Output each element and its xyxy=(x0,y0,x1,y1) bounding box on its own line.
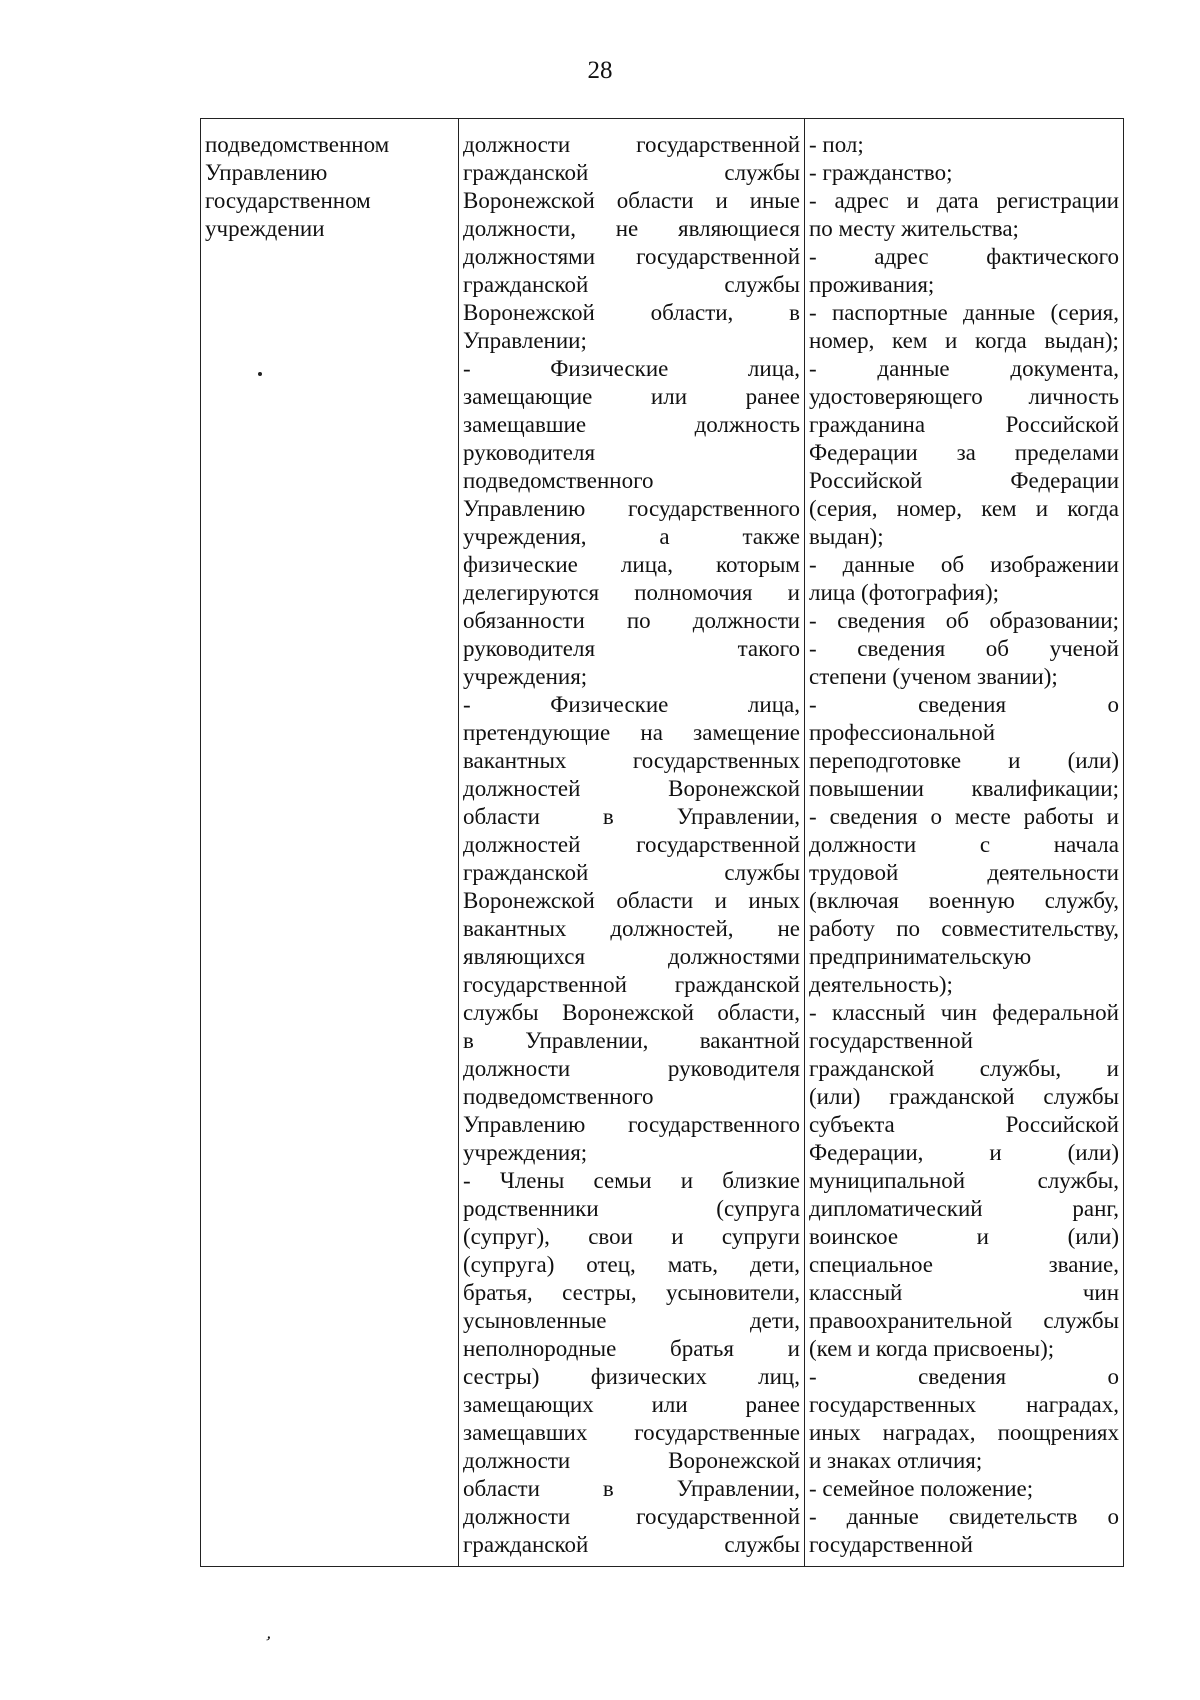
text-line: претендующие на замещение xyxy=(463,720,800,745)
text-line: Воронежской области и иные xyxy=(463,188,800,213)
cell-text-col1 xyxy=(201,131,458,243)
text-line: степени (ученом звании); xyxy=(809,664,1058,689)
text-line: (серия, номер, кем и когда xyxy=(809,496,1119,521)
text-line: братья, сестры, усыновители, xyxy=(463,1280,800,1305)
text-line: гражданина Российской xyxy=(809,412,1119,437)
text-line: - гражданство; xyxy=(809,160,953,185)
text-line: должности с начала xyxy=(809,832,1119,857)
text-line: замещающих или ранее xyxy=(463,1392,800,1417)
text-line: Управлению государственного xyxy=(463,1112,800,1137)
text-line: трудовой деятельности xyxy=(809,860,1119,885)
text-line: области в Управлении, xyxy=(463,1476,800,1501)
text-line: (или) гражданской службы xyxy=(809,1084,1119,1109)
text-line: муниципальной службы, xyxy=(809,1168,1119,1193)
text-line: государственном xyxy=(205,188,371,213)
text-line: гражданской службы xyxy=(463,160,800,185)
text-line: - Физические лица, xyxy=(463,692,800,717)
text-line: замещающие или ранее xyxy=(463,384,800,409)
table-cell-col2 xyxy=(459,119,805,1567)
text-line: должностей Воронежской xyxy=(463,776,800,801)
text-line: государственной гражданской xyxy=(463,972,800,997)
text-line: переподготовке и (или) xyxy=(809,748,1119,773)
text-line: вакантных должностей, не xyxy=(463,916,800,941)
text-line: должности государственной xyxy=(463,1504,800,1529)
text-line: усыновленные дети, xyxy=(463,1308,800,1333)
text-line: руководителя такого xyxy=(463,636,800,661)
text-line: Управлению государственного xyxy=(463,496,800,521)
text-line: специальное звание, xyxy=(809,1252,1119,1277)
page-number: 28 xyxy=(587,57,613,84)
text-line: классный чин xyxy=(809,1280,1119,1305)
table-row xyxy=(201,119,1124,1567)
text-line: - данные об изображении xyxy=(809,552,1119,577)
text-line: учреждения; xyxy=(463,664,588,689)
text-line: - адрес фактического xyxy=(809,244,1119,269)
cell-text-col3 xyxy=(805,131,1123,1559)
text-line: замещавшие должность xyxy=(463,412,800,437)
text-line: учреждения, а также xyxy=(463,524,800,549)
text-line: подведомственном xyxy=(205,132,390,157)
text-line: - Физические лица, xyxy=(463,356,800,381)
text-line: номер, кем и когда выдан); xyxy=(809,328,1119,353)
stray-pen-mark: ʼ xyxy=(260,1631,274,1653)
text-line: государственной xyxy=(809,1028,973,1053)
text-line: подведомственного xyxy=(463,468,654,493)
text-line: (супруг), свои и супруги xyxy=(463,1224,800,1249)
text-line: - данные свидетельств о xyxy=(809,1504,1119,1529)
text-line: иных наградах, поощрениях xyxy=(809,1420,1119,1445)
text-line: лица (фотография); xyxy=(809,580,1000,605)
text-line: - данные документа, xyxy=(809,356,1119,381)
text-line: - адрес и дата регистрации xyxy=(809,188,1119,213)
table-cell-col3 xyxy=(805,119,1124,1567)
text-line: физические лица, которым xyxy=(463,552,800,577)
text-line: должности руководителя xyxy=(463,1056,800,1081)
text-line: государственной xyxy=(809,1532,973,1557)
text-line: повышении квалификации; xyxy=(809,776,1119,801)
text-line: - паспортные данные (серия, xyxy=(809,300,1119,325)
text-line: (включая военную службу, xyxy=(809,888,1119,913)
text-line: вакантных государственных xyxy=(463,748,800,773)
text-line: обязанности по должности xyxy=(463,608,800,633)
document-table xyxy=(200,118,1124,1567)
text-line: (супруга) отец, мать, дети, xyxy=(463,1252,800,1277)
text-line: - сведения о xyxy=(809,1364,1119,1389)
text-line: Федерации за пределами xyxy=(809,440,1119,465)
text-line: удостоверяющего личность xyxy=(809,384,1119,409)
text-line: деятельность); xyxy=(809,972,953,997)
text-line: по месту жительства; xyxy=(809,216,1019,241)
text-line: и знаках отличия; xyxy=(809,1448,983,1473)
text-line: должностями государственной xyxy=(463,244,800,269)
text-line: - Члены семьи и близкие xyxy=(463,1168,800,1193)
text-line: работу по совместительству, xyxy=(809,916,1119,941)
text-line: профессиональной xyxy=(809,720,996,745)
text-line: Управлении; xyxy=(463,328,587,353)
text-line: должности государственной xyxy=(463,132,800,157)
text-line: (кем и когда присвоены); xyxy=(809,1336,1055,1361)
text-line: - сведения о xyxy=(809,692,1119,717)
text-line: гражданской службы xyxy=(463,860,800,885)
text-line: предпринимательскую xyxy=(809,944,1032,969)
text-line: должностей государственной xyxy=(463,832,800,857)
text-line: сестры) физических лиц, xyxy=(463,1364,800,1389)
text-line: должности Воронежской xyxy=(463,1448,800,1473)
text-line: проживания; xyxy=(809,272,935,297)
text-line: - сведения о месте работы и xyxy=(809,804,1119,829)
table-cell-col1 xyxy=(201,119,459,1567)
text-line: - сведения об образовании; xyxy=(809,608,1119,633)
text-line: руководителя xyxy=(463,440,596,465)
text-line: гражданской службы, и xyxy=(809,1056,1119,1081)
text-line: - семейное положение; xyxy=(809,1476,1034,1501)
text-line: Воронежской области, в xyxy=(463,300,800,325)
text-line: Воронежской области и иных xyxy=(463,888,800,913)
text-line: дипломатический ранг, xyxy=(809,1196,1119,1221)
text-line: воинское и (или) xyxy=(809,1224,1119,1249)
text-line: выдан); xyxy=(809,524,884,549)
text-line: родственники (супруга xyxy=(463,1196,800,1221)
text-line: области в Управлении, xyxy=(463,804,800,829)
text-line: в Управлении, вакантной xyxy=(463,1028,800,1053)
stray-dot-mark xyxy=(258,372,262,376)
text-line: должности, не являющиеся xyxy=(463,216,800,241)
cell-text-col2 xyxy=(459,131,804,1559)
text-line: неполнородные братья и xyxy=(463,1336,800,1361)
text-line: Управлению xyxy=(205,160,328,185)
text-line: гражданской службы xyxy=(463,1532,800,1557)
text-line: замещавших государственные xyxy=(463,1420,800,1445)
text-line: Федерации, и (или) xyxy=(809,1140,1119,1165)
text-line: Российской Федерации xyxy=(809,468,1119,493)
text-line: учреждении xyxy=(205,216,325,241)
text-line: гражданской службы xyxy=(463,272,800,297)
text-line: учреждения; xyxy=(463,1140,588,1165)
text-line: службы Воронежской области, xyxy=(463,1000,800,1025)
text-line: являющихся должностями xyxy=(463,944,800,969)
text-line: подведомственного xyxy=(463,1084,654,1109)
text-line: правоохранительной службы xyxy=(809,1308,1119,1333)
text-line: делегируются полномочия и xyxy=(463,580,800,605)
text-line: - пол; xyxy=(809,132,864,157)
text-line: субъекта Российской xyxy=(809,1112,1119,1137)
text-line: государственных наградах, xyxy=(809,1392,1119,1417)
text-line: - сведения об ученой xyxy=(809,636,1119,661)
text-line: - классный чин федеральной xyxy=(809,1000,1119,1025)
